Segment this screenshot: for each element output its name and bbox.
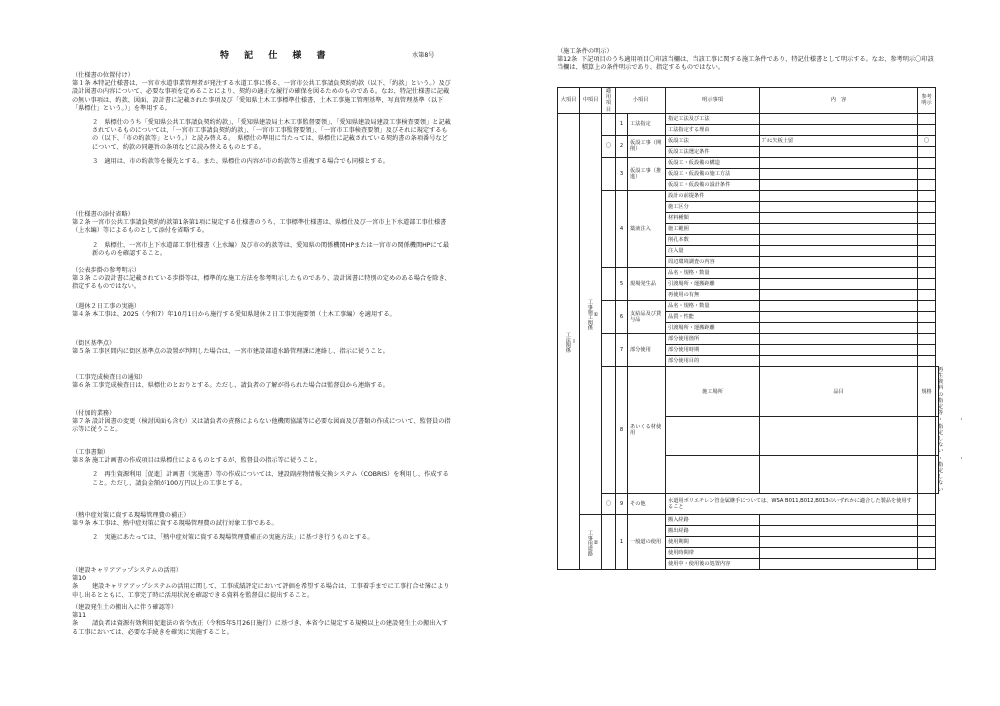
reference-mark <box>918 558 936 569</box>
minor-name: 一般道の使用 <box>628 514 666 569</box>
apply-mark <box>602 333 616 366</box>
recycle-header: 再生資料の指定等 <box>936 366 939 417</box>
condition-content <box>760 179 918 190</box>
reference-mark <box>918 344 936 355</box>
clause-section <box>72 303 452 319</box>
condition-content <box>760 256 918 267</box>
clause-heading: （仕様書の位置付け） <box>72 72 134 79</box>
reference-mark <box>918 245 936 256</box>
condition-item: 品質・性能 <box>666 311 760 322</box>
header-item: 明示事項 <box>666 88 760 114</box>
condition-item: 仮設工・仮設備の設計条件 <box>666 179 760 190</box>
condition-content <box>760 311 918 322</box>
minor-name: 支給品及び貸与品 <box>628 300 666 333</box>
mid-label: 工事施工関係 <box>586 299 593 331</box>
clause-heading: （工事完成検査日の通知） <box>72 374 147 381</box>
mid-cell <box>580 113 602 514</box>
clause-body <box>72 275 452 291</box>
minor-name: 仮設工事（開削） <box>628 135 666 157</box>
condition-content <box>760 146 918 157</box>
condition-item: 引渡場所・運搬距離 <box>666 278 760 289</box>
minor-name: 部分使用 <box>628 333 666 366</box>
condition-content <box>760 201 918 212</box>
clause-text: 工事完成検査日は、県標仕のとおりとする。ただし、請負者の了解が得られた場合は監督員から連絡する。 <box>92 382 389 390</box>
reference-mark: 〇 <box>918 135 936 146</box>
clause-text: 本工事は、2025（令和7）年10月1日から施行する愛知県週休２日工事実施要領（土木工事編）を適用する。 <box>92 311 396 319</box>
clause-body <box>72 520 452 528</box>
apply-mark <box>602 190 616 267</box>
clause-body <box>72 219 452 235</box>
recycle-header: 規格 <box>918 366 936 417</box>
apply-mark <box>602 113 616 135</box>
minor-number: 1 <box>616 113 628 135</box>
condition-item: 水道用ポリエチレン管金属継手については、WSA B011,B012,B013のいずれかに適合した製品を使用すること <box>666 493 918 514</box>
clause-number: 第４条 <box>72 311 91 319</box>
clause-paragraph: ２ 県標仕のうち「愛知県公共工事請負契約約款」、「愛知県建設局土木工事監督要領」、「愛知県建設局建設工事検査要領」と記載されているものについては、「一宮市工事請負契約約款」、「一宮市工事監督要領」、「一宮市工事検査要領」及びそれに規定するもの（以下、「市の約款等」という。）と読み替える。 県標仕の準用に当たっては、県標仕に記載されている契約書の条項番号などについて、約款の同趣旨の条項などに読み替えるものとする。 <box>92 119 451 151</box>
condition-item: 指定工法及び工法 <box>666 113 760 124</box>
clause-body <box>72 575 452 600</box>
reference-mark <box>918 190 936 201</box>
major-number: Ⅰ <box>571 339 577 346</box>
condition-item: 注入量 <box>666 245 760 256</box>
mid-cell <box>580 514 602 569</box>
condition-content <box>760 300 918 311</box>
clause-body <box>72 612 452 637</box>
clause-section <box>72 567 452 600</box>
clause-section <box>72 340 452 356</box>
minor-name: その他 <box>628 493 666 514</box>
clause-heading: （熱中症対策に資する現場管理費の補正） <box>72 512 190 519</box>
clause-section <box>72 374 452 390</box>
reference-mark <box>918 278 936 289</box>
condition-item: 部分使用時期 <box>666 344 760 355</box>
clause-text: 工事区間内に街区基準点の設置が判明した場合は、一宮市建設部道水路管理課に連絡し、指示に従うこと。 <box>92 348 389 356</box>
condition-content <box>760 223 918 234</box>
reference-mark <box>918 493 936 514</box>
recycle-cell <box>760 417 918 455</box>
header-major: 大項目 <box>558 88 580 114</box>
condition-content <box>760 245 918 256</box>
clause-section <box>72 72 452 166</box>
clause-heading: （建設キャリアアップシステムの活用） <box>72 567 183 574</box>
minor-number: 4 <box>616 190 628 267</box>
reference-mark <box>918 146 936 157</box>
apply-mark <box>602 267 616 300</box>
condition-item: 施工区分 <box>666 201 760 212</box>
minor-number: 9 <box>616 493 628 514</box>
minor-number: 7 <box>616 333 628 366</box>
condition-item: 使用中・使用後の処置内容 <box>666 558 760 569</box>
clause-heading: （街区基準点） <box>72 340 116 347</box>
condition-content <box>760 190 918 201</box>
condition-item: 工法指定する理由 <box>666 124 760 135</box>
reference-mark <box>918 300 936 311</box>
apply-mark <box>602 366 616 493</box>
condition-content <box>760 289 918 300</box>
condition-item: 使用期間 <box>666 536 760 547</box>
clause-text: 建設キャリアアップシステムの活用に関して、工事成績評定において評価を希望する場合は、工事着手までに工事打合せ簿により申し出るとともに、工事完了時に活用状況を確認できる資料を監督員に提出すること。 <box>72 583 450 599</box>
clause-text: 設計図書の変更（検討図面も含む）又は請負者の責務によらない他機関協議等に必要な図面及び書類の作成について、監督員の指示等に従うこと。 <box>72 418 451 434</box>
clause-section <box>72 410 452 435</box>
condition-item: 仮設工法選定条件 <box>666 146 760 157</box>
header-content: 内 容 <box>760 88 918 114</box>
condition-content <box>760 558 918 569</box>
clause-text: 本工事は、熱中症対策に資する現場管理費の試行対象工事である。 <box>92 520 278 528</box>
clause-heading: （週休２日工事の実施） <box>72 303 141 310</box>
clause-section <box>72 449 452 488</box>
condition-item: 仮設工法 <box>666 135 760 146</box>
clause-body <box>72 382 452 390</box>
clause-body <box>72 457 452 465</box>
conditions-table <box>557 87 964 570</box>
section-heading: （施工条件の明示） <box>557 48 613 55</box>
apply-mark: 〇 <box>602 135 616 157</box>
clause-heading: （工事書類） <box>72 449 110 456</box>
recycle-cell <box>760 455 918 493</box>
apply-mark: 〇 <box>602 493 616 514</box>
clause-number: 第１条 <box>72 80 91 88</box>
table-row <box>558 493 939 514</box>
condition-item: 設計の前提条件 <box>666 190 760 201</box>
doc-number: 水第8号 <box>412 52 435 59</box>
clause-heading: （仕様書の添付省略） <box>72 211 134 218</box>
condition-content <box>760 113 918 124</box>
reference-mark <box>918 289 936 300</box>
header-apply: 適用項目 <box>602 88 616 114</box>
clause-paragraph: ３ 適用は、市の約款等を優先とする。また、県標仕の内容が市の約款等と重複する場合でも同様とする。 <box>92 157 389 165</box>
apply-mark <box>602 157 616 190</box>
reference-mark <box>918 311 936 322</box>
condition-content <box>760 168 918 179</box>
table-row <box>558 514 939 525</box>
clause-text: 本特記仕様書は、一宮市水道事業管理者が発注する水道工事に係る、一宮市公共工事請負契約約款（以下、「約款」という。）及び設計図書の内容について、必要な事項を定めることにより、契約の適正な履行の確保を図るためのものである。なお、特記仕様書に記載の無い事項は、約款、図面、設計書に記載された事項及び「愛知県土木工事標準仕様書、土木工事施工管理基準、写真管理基準（以下「県標仕」という。）」を準用する。 <box>72 80 451 112</box>
condition-item: 品名・規格・数量 <box>666 267 760 278</box>
major-cell <box>558 113 580 569</box>
condition-item: 削孔本数 <box>666 234 760 245</box>
reference-mark <box>918 212 936 223</box>
clause-number: 第５条 <box>72 348 91 356</box>
table-row <box>558 113 939 124</box>
reference-mark <box>918 201 936 212</box>
clause-body <box>72 418 452 434</box>
recycle-cell: ・ ・指定しない <box>936 455 939 493</box>
apply-mark <box>602 300 616 333</box>
table-row <box>558 135 939 146</box>
clause-body <box>72 348 452 356</box>
minor-name: 現場発生品 <box>628 267 666 300</box>
clause-number: 第９条 <box>72 520 91 528</box>
condition-content <box>760 124 918 135</box>
header-ref: 参考明示 <box>918 88 936 114</box>
clause-section <box>72 211 452 258</box>
major-label: 工法関係 <box>564 331 571 353</box>
table-row <box>558 333 939 344</box>
condition-item: 施工範囲 <box>666 223 760 234</box>
reference-mark <box>918 536 936 547</box>
mid-number: ② <box>593 539 599 546</box>
condition-content <box>760 333 918 344</box>
clause-section <box>72 267 452 292</box>
condition-content <box>760 355 918 366</box>
table-row <box>558 267 939 278</box>
condition-item: 部分使用箇所 <box>666 333 760 344</box>
clause-section <box>72 512 452 543</box>
clause-number: 第６条 <box>72 382 91 390</box>
reference-mark <box>918 355 936 366</box>
mid-number: ① <box>593 311 599 318</box>
right-header <box>557 48 937 73</box>
reference-mark <box>918 333 936 344</box>
mid-label: 工事用道路 <box>586 529 593 556</box>
page-title: 特 記 仕 様 書 <box>220 51 332 61</box>
reference-mark <box>918 223 936 234</box>
recycle-cell <box>666 455 760 493</box>
minor-number: 3 <box>616 157 628 190</box>
condition-content <box>760 547 918 558</box>
clause-section <box>72 604 452 637</box>
clause-number: 第７条 <box>72 418 91 426</box>
minor-number: 6 <box>616 300 628 333</box>
clause-text: この設計書に記載されている歩掛等は、標準的な施工方法を参考明示したものであり、設計図書に特別の定めのある場合を除き、指定するものではない。 <box>72 275 451 291</box>
reference-mark <box>918 256 936 267</box>
recycle-header: 品目 <box>760 366 918 417</box>
recycle-cell <box>918 455 936 493</box>
condition-item: 周辺環境調査の内容 <box>666 256 760 267</box>
reference-mark <box>918 124 936 135</box>
clause-number: 第３条 <box>72 275 91 283</box>
minor-name: 仮設工事（推進） <box>628 157 666 190</box>
header-mid: 中項目 <box>580 88 602 114</box>
minor-name: 工法指定 <box>628 113 666 135</box>
minor-name: 薬液注入 <box>628 190 666 267</box>
minor-number: 2 <box>616 135 628 157</box>
condition-content <box>760 234 918 245</box>
table-row <box>558 190 939 201</box>
clause-text: 一宮市公共工事請負契約約款第1条第1項に規定する仕様書のうち、工事標準仕様書は、県標仕及び一宮市上下水道部工事仕様書（上水編）等によるものとして添付を省略する。 <box>72 219 447 235</box>
recycle-header: 施工場所 <box>666 366 760 417</box>
clause-number: 第10条 <box>72 575 87 591</box>
clause-heading: （付加的業務） <box>72 410 116 417</box>
condition-item: 品名・規格・数量 <box>666 300 760 311</box>
table-row <box>558 366 939 417</box>
clause-number: 第８条 <box>72 457 91 465</box>
minor-number: 1 <box>616 514 628 569</box>
table-row <box>558 157 939 168</box>
clause-heading: （公表歩掛の参考明示） <box>72 267 141 274</box>
reference-mark <box>918 113 936 124</box>
condition-item: 仮設工・仮設備の構造 <box>666 157 760 168</box>
condition-item: 仮設工・仮設備の施工方法 <box>666 168 760 179</box>
condition-content <box>760 514 918 525</box>
condition-content: ﾌﾞﾙﾆ矢板土留 <box>760 135 918 146</box>
article-text: 下記項目のうち適用項目〇印該当欄は、当該工事に関する施工条件であり、特記仕様書として明示する。なお、参考明示〇印該当欄は、積算上の条件明示であり、指定するものではない。 <box>557 56 934 72</box>
condition-item: 材料種類 <box>666 212 760 223</box>
reference-mark <box>918 157 936 168</box>
reference-mark <box>918 179 936 190</box>
article-number: 第12条 <box>557 56 578 64</box>
condition-content <box>760 267 918 278</box>
clause-number: 第11条 <box>72 612 87 628</box>
recycle-cell <box>666 417 760 455</box>
recycle-cell <box>918 417 936 455</box>
clause-text: 請負者は資源有効利用促進法の省令改正（令和5年5月26日施行）に基づき、本省令に規定する規模以上の建設発生土の搬出入する工事においては、必要な手続きを確実に実施すること。 <box>72 620 448 636</box>
apply-mark <box>602 514 616 569</box>
reference-mark <box>918 267 936 278</box>
condition-content <box>760 278 918 289</box>
clause-paragraph: ２ 再生資源利用［促進］計画書（実施書）等の作成については、建設副産物情報交換システム（COBRIS）を利用し、作成すること。ただし、請負金額が100万円以上の工事とする。 <box>92 471 449 487</box>
condition-item: 部分使用目的 <box>666 355 760 366</box>
minor-number: 8 <box>616 366 628 493</box>
clause-heading: （建設発生土の搬出入に伴う確認等） <box>72 604 178 611</box>
reference-mark <box>918 322 936 333</box>
condition-content <box>760 157 918 168</box>
condition-content <box>760 322 918 333</box>
clause-number: 第２条 <box>72 219 91 227</box>
condition-content <box>760 536 918 547</box>
recycle-cell: ・ ・指定しない <box>936 417 939 455</box>
reference-mark <box>918 525 936 536</box>
reference-mark <box>918 514 936 525</box>
minor-name: あいくる材使用 <box>628 366 666 493</box>
clause-paragraph: ２ 実施にあたっては、「熱中症対策に資する現場管理費補正の実施方法」に基づき行うものとする。 <box>92 534 374 542</box>
reference-mark <box>918 168 936 179</box>
header-minor: 小項目 <box>616 88 666 114</box>
condition-item: 使用時間帯 <box>666 547 760 558</box>
reference-mark <box>918 234 936 245</box>
condition-item: 搬入経路 <box>666 514 760 525</box>
condition-item: 引渡場所・運搬距離 <box>666 322 760 333</box>
condition-item: 搬出経路 <box>666 525 760 536</box>
condition-content <box>760 212 918 223</box>
clause-body <box>72 311 452 319</box>
condition-item: 再使用の有無 <box>666 289 760 300</box>
minor-number: 5 <box>616 267 628 300</box>
reference-mark <box>918 547 936 558</box>
table-row <box>558 300 939 311</box>
condition-content <box>760 344 918 355</box>
condition-content <box>760 525 918 536</box>
clause-paragraph: ２ 県標仕、一宮市上下水道部工事仕様書（上水編）及び市の約款等は、愛知県の関係機関HPまたは一宮市の関係機関HPにて最新のものを確認すること。 <box>92 241 450 257</box>
clause-body <box>72 80 452 113</box>
clause-text: 施工計画書の作成項目は県標仕によるものとするが、監督員の指示等に従うこと。 <box>92 457 321 465</box>
